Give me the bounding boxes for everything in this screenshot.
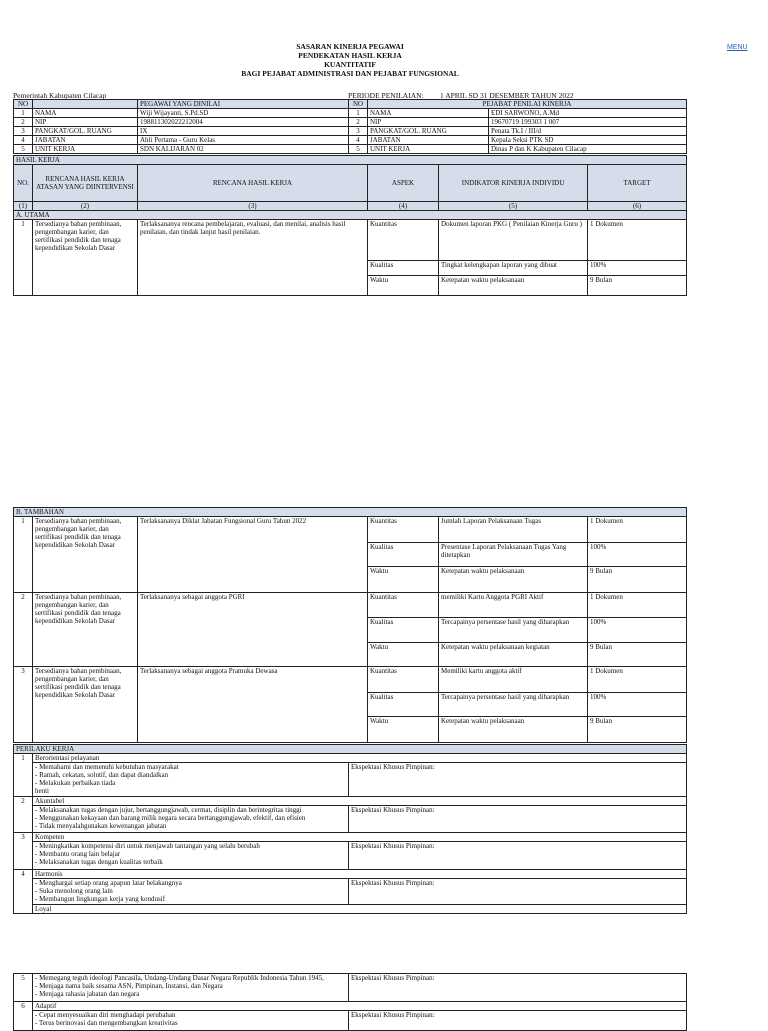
identity-row: 2 NIP 198811302022212004 2 NIP 19670719 199303 1 007 [14,118,687,127]
ekspektasi-field: Ekspektasi Khusus Pimpinan: [349,879,687,905]
title-line-1: SASARAN KINERJA PEGAWAI [296,42,404,51]
table-row: 1 Tersedianya bahan pembinaan, pengembangan karier, dan sertifikasi pendidik dan tenaga kependidikan Sekolah Dasar Terlaksananya Diklat Jabatan Fungsional Guru Tahun 2022 Kuantitas Jumlah Laporan Pelaksanaan Tugas 1 Dokumen [14,517,687,543]
title-line-4: BAGI PEJABAT ADMINISTRASI DAN PEJABAT FUNGSIONAL [241,69,459,78]
no-header: NO [14,100,33,109]
col-no: NO. [14,165,33,202]
identity-row: 4 JABATAN Ahli Pertama - Guru Kelas 4 JABATAN Kepala Seksi PTK SD [14,136,687,145]
perilaku-label: PERILAKU KERJA [14,745,687,754]
perilaku-row: Loyal [14,905,687,914]
table-row: 1 Tersedianya bahan pembinaan, pengembangan karier, dan sertifikasi pendidik dan tenaga kependidikan Sekolah Dasar Terlaksananya rencana pembelajaran, evaluasi, dan menilai, analisis hasil penilaian, dan tindak lanjut hasil penilaian. Kuantitas Dokumen laporan PKG ( Penilaian Kinerja Guru ) 1 Dokumen [14,220,687,261]
ekspektasi-field: Ekspektasi Khusus Pimpinan: [349,842,687,870]
ekspektasi-field: Ekspektasi Khusus Pimpinan: [349,806,687,833]
pegawai-header: PEGAWAI YANG DINILAI [138,100,349,109]
col-aspek: ASPEK [368,165,439,202]
perilaku-row: 2 Akuntabel [14,797,687,806]
no-header-right: NO [349,100,368,109]
perilaku-row: - Memahami dan memenuhi kebutuhan masyarakat - Ramah, cekatan, solutif, dan dapat diandalkan - Melakukan perbaikan tiada henti Ekspektasi Khusus Pimpinan: [14,763,687,797]
perilaku-row: - Menghargai setiap orang apapun latar belakangnya - Suka menolong orang lain - Membangun lingkungan kerja yang kondusif Ekspektasi Khusus Pimpinan: [14,879,687,905]
col-iki: INDIKATOR KINERJA INDIVIDU [439,165,588,202]
perilaku-row: 3 Kompeten [14,833,687,842]
identity-table [13,99,687,154]
table-row: Kualitas Tercapainya persentase hasil yang diharapkan 100% [14,693,687,717]
perilaku-row: - Melaksanakan tugas dengan jujur, bertanggungjawab, cermat, disiplin dan berintegritas tinggi - Menggunakan kekayaan dan barang milik negara secara bertanggungjawab, efektif, dan efisien - Tidak menyalahgunakan kewenangan jabatan Ekspektasi Khusus Pimpinan: [14,806,687,833]
tambahan-table [13,507,687,743]
utama-label: A. UTAMA [14,211,687,220]
menu-link[interactable]: MENU [727,44,748,51]
hasil-kerja-table: HASIL KERJA NO. RENCANA HASIL KERJA ATASAN YANG DIINTERVENSI RENCANA HASIL KERJA ASPEK INDIKATOR KINERJA INDIVIDU TARGET (1) (2) (3) (4) (5) (6) A. UTAMA 1 Tersedianya bahan pembinaan, pengembangan karier, dan sertifikasi pendidik dan tenaga kependidikan Sekolah Dasar Terlaksananya rencana pembelajaran, evaluasi, dan menilai, analisis hasil penilaian, dan tindak lanjut hasil penilaian. Kuantitas Dokumen laporan PKG ( Penilaian Kinerja Guru ) 1 Dokumen Kualitas Tingkat kelengkapan laporan yang dibuat 100% Waktu Ketepatan waktu pelaksanaan 9 Bulan [13,155,687,296]
tambahan-label: B. TAMBAHAN [14,508,687,517]
title-line-2: PENDEKATAN HASIL KERJA [298,51,402,60]
perilaku-row: 4 Harmonis [14,870,687,879]
perilaku-row: 6 Adaptif [14,1002,687,1011]
identity-row: 1 NAMA Wiji Wijayanti, S.Pd.SD 1 NAMA EDI SARWONO, A.Md [14,109,687,118]
perilaku-row: 5 - Memegang teguh ideologi Pancasila, Undang-Undang Dasar Negara Republik Indonesia Tahun 1945, - Menjaga nama baik sesama ASN, Pimpinan, Instansi, dan Negara - Menjaga rahasia jabatan dan negara Ekspektasi Khusus Pimpinan: [14,974,687,1002]
table-row: Kualitas Presentase Laporan Pelaksanaan Tugas Yang ditetapkan 100% [14,543,687,567]
col-rhk: RENCANA HASIL KERJA [138,165,368,202]
periode-label: PERIODE PENILAIAN: [348,91,424,100]
perilaku-table [13,744,687,914]
table-row: 3 Tersedianya bahan pembinaan, pengembangan karier, dan sertifikasi pendidik dan tenaga kependidikan Sekolah Dasar Terlaksananya sebagai anggota Pramuka Dewasa Kuantitas Memiliki kartu anggota aktif 1 Dokumen [14,667,687,693]
table-row: Waktu Ketepatan waktu pelaksanaan 9 Bulan [14,717,687,743]
table-row: Kualitas Tingkat kelengkapan laporan yang dibuat 100% [14,261,687,276]
hasil-kerja-label: HASIL KERJA [14,156,687,165]
document-title [0,42,700,78]
perilaku-continued-table [13,973,687,1031]
ekspektasi-field: Ekspektasi Khusus Pimpinan: [349,974,687,1002]
identity-row: 3 PANGKAT/GOL. RUANG IX 3 PANGKAT/GOL. RUANG Penata Tk.I / III/d [14,127,687,136]
identity-row: 5 UNIT KERJA SDN KALIJARAN 02 5 UNIT KERJA Dinas P dan K Kabupaten Cilacap [14,145,687,154]
table-row: Waktu Ketepatan waktu pelaksanaan 9 Bulan [14,567,687,593]
perilaku-row: - Meningkatkan kompetensi diri untuk menjawab tantangan yang selalu berubah - Membantu orang lain belajar - Melaksanakan tugas dengan kualitas terbaik Ekspektasi Khusus Pimpinan: [14,842,687,870]
col-target: TARGET [588,165,687,202]
col-rhk-atasan: RENCANA HASIL KERJA ATASAN YANG DIINTERVENSI [33,165,138,202]
table-row: Kualitas Tercapainya persentase hasil yang diharapkan 100% [14,618,687,643]
periode-value: 1 APRIL SD 31 DESEMBER TAHUN 2022 [440,91,574,100]
table-row: 2 Tersedianya bahan pembinaan, pengembangan karier, dan sertifikasi pendidik dan tenaga kependidikan Sekolah Dasar Terlaksananya sebagai anggota PGRI Kuantitas memiliki Kartu Anggota PGRI Aktif 1 Dokumen [14,593,687,618]
title-line-3: KUANTITATIF [324,60,376,69]
perilaku-row: 1 Berorientasi pelayanan [14,754,687,763]
table-row: Waktu Ketepatan waktu pelaksanaan 9 Bulan [14,276,687,296]
penilai-header: PEJABAT PENILAI KINERJA [368,100,687,109]
instansi-label: Pemerintah Kabupaten Cilacap [13,91,107,100]
table-row: Waktu Ketepatan waktu pelaksanaan kegiatan 9 Bulan [14,643,687,667]
ekspektasi-field: Ekspektasi Khusus Pimpinan: [349,763,687,797]
perilaku-row: - Cepat menyesuaikan diri menghadapi perubahan - Terus berinovasi dan mengembangkan kreativitas Ekspektasi Khusus Pimpinan: [14,1011,687,1031]
ekspektasi-field: Ekspektasi Khusus Pimpinan: [349,1011,687,1031]
